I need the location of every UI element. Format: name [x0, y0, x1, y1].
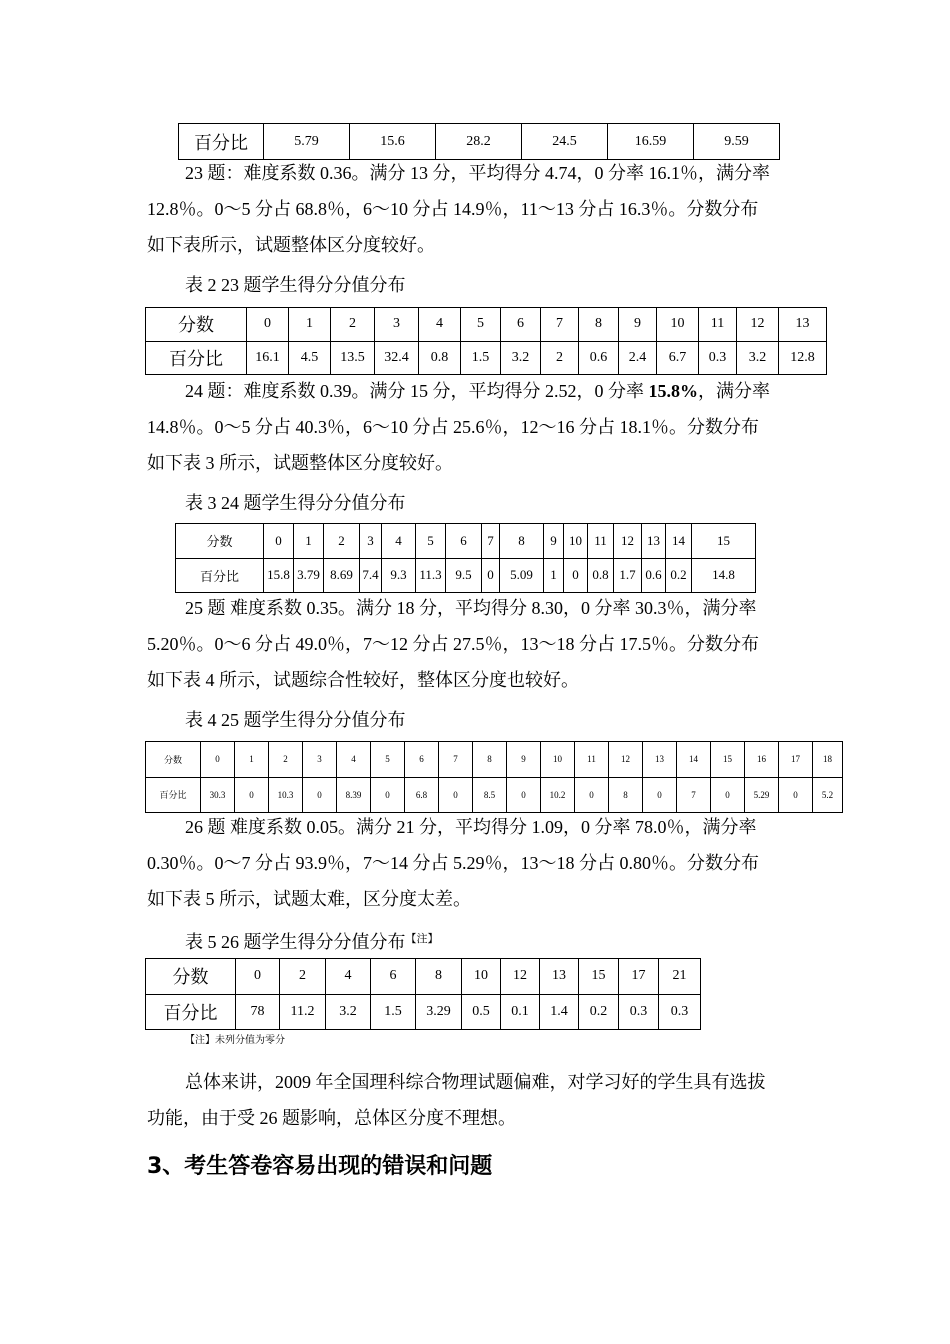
table-cell: 1: [294, 524, 324, 559]
table-cell: 1: [289, 308, 331, 342]
table-cell: 21: [659, 959, 701, 995]
table-cell: 0.1: [501, 994, 540, 1030]
row-header: 分数: [146, 959, 236, 995]
table-cell: 2: [269, 742, 303, 778]
table-cell: 10.3: [269, 777, 303, 813]
table-cell: 0: [575, 777, 609, 813]
table-cell: 13: [642, 524, 666, 559]
table-cell: 8: [609, 777, 643, 813]
table-cell: 5: [461, 308, 501, 342]
table-cell: 8: [579, 308, 619, 342]
table-5: [145, 958, 701, 1030]
table-cell: 3.2: [501, 341, 541, 375]
table-cell: 15: [692, 524, 756, 559]
table-cell: 9.5: [446, 558, 482, 593]
table-cell: 0.2: [666, 558, 692, 593]
table-cell: 6: [446, 524, 482, 559]
table-cell: 10: [564, 524, 588, 559]
table-4: [145, 741, 843, 813]
table-cell: 11: [575, 742, 609, 778]
table-cell: 0: [264, 524, 294, 559]
table-cell: 2: [324, 524, 360, 559]
text-line: 如下表 5 所示，试题太难，区分度太差。: [147, 889, 471, 909]
table-cell: 5.09: [500, 558, 544, 593]
table-cell: 13: [540, 959, 579, 995]
table-cell: 0: [439, 777, 473, 813]
table-cell: 8: [416, 959, 462, 995]
table-cell: 1: [544, 558, 564, 593]
caption-table-5: [185, 926, 439, 955]
table-cell: 1: [235, 742, 269, 778]
table-cell: 17: [779, 742, 813, 778]
table-cell: 0: [507, 777, 541, 813]
table-cell: 0.3: [699, 341, 737, 375]
table-cell: 0.3: [659, 994, 701, 1030]
table-cell: 9: [507, 742, 541, 778]
row-header: 分数: [146, 742, 201, 778]
table-cell: 4: [419, 308, 461, 342]
table-cell: 16: [745, 742, 779, 778]
table-cell: 9: [544, 524, 564, 559]
text-line: 如下表 3 所示，试题整体区分度较好。: [147, 453, 453, 473]
table-cell: 3: [303, 742, 337, 778]
table-cell: 0.2: [579, 994, 619, 1030]
table-cell: 6: [405, 742, 439, 778]
row-header: 分数: [176, 524, 264, 559]
table-cell: 5: [416, 524, 446, 559]
paragraph-q24: [147, 373, 807, 481]
table-cell: 6.8: [405, 777, 439, 813]
table-cell: 8.5: [473, 777, 507, 813]
table-cell: 11: [699, 308, 737, 342]
table-cell: 2.4: [619, 341, 657, 375]
text-segment: ，满分率: [698, 381, 770, 401]
table-cell: 6.7: [657, 341, 699, 375]
table-cell: 6: [371, 959, 416, 995]
caption-table-4: 表 4 25 题学生得分分值分布: [185, 710, 406, 730]
table-cell: 9.59: [694, 124, 780, 160]
row-header: 百分比: [176, 558, 264, 593]
table-cell: 13.5: [331, 341, 375, 375]
table-cell: 1.7: [614, 558, 642, 593]
row-header: 百分比: [146, 341, 247, 375]
table-cell: 32.4: [375, 341, 419, 375]
section-heading: 3、考生答卷容易出现的错误和问题: [147, 1154, 493, 1179]
table-cell: 3: [360, 524, 382, 559]
row-header: 百分比: [146, 994, 236, 1030]
table-cell: 2: [280, 959, 326, 995]
table-cell: 15.8: [264, 558, 294, 593]
table-cell: 0.8: [419, 341, 461, 375]
text-line: 5.20％。0～6 分占 49.0％，7～12 分占 27.5％，13～18 分占 17.5％。分数分布: [147, 634, 759, 654]
table-cell: 3.79: [294, 558, 324, 593]
table-cell: 5.2: [813, 777, 843, 813]
table-cell: 6: [501, 308, 541, 342]
table-cell: 4: [326, 959, 371, 995]
table-cell: 13: [779, 308, 827, 342]
text-line: 12.8％。0～5 分占 68.8％，6～10 分占 14.9％，11～13 分占 16.3％。分数分布: [147, 199, 759, 219]
caption-note-marker: 【注】: [405, 933, 439, 945]
table-cell: 7: [677, 777, 711, 813]
table-2: [145, 307, 827, 375]
table-cell: 30.3: [201, 777, 235, 813]
table-cell: 0: [643, 777, 677, 813]
table-cell: 7: [439, 742, 473, 778]
table-cell: 10.2: [541, 777, 575, 813]
row-header: 分数: [146, 308, 247, 342]
paragraph-q23: [147, 155, 807, 263]
text-line: 25 题 难度系数 0.35。满分 18 分，平均得分 8.30，0 分率 30.3％，满分率: [185, 598, 757, 618]
paragraph-q26: [147, 809, 807, 917]
table-cell: 15: [711, 742, 745, 778]
table-cell: 15.6: [350, 124, 436, 160]
table-cell: 5: [371, 742, 405, 778]
table-cell: 0.8: [588, 558, 614, 593]
table-cell: 12.8: [779, 341, 827, 375]
table-cell: 4.5: [289, 341, 331, 375]
table-cell: 28.2: [436, 124, 522, 160]
table-cell: 0: [564, 558, 588, 593]
table-cell: 10: [541, 742, 575, 778]
table-cell: 3: [375, 308, 419, 342]
text-line: [147, 373, 807, 409]
table-cell: 8: [500, 524, 544, 559]
table-cell: 16.59: [608, 124, 694, 160]
table-cell: 4: [337, 742, 371, 778]
table-cell: 0: [236, 959, 280, 995]
table-cell: 4: [382, 524, 416, 559]
table-cell: 78: [236, 994, 280, 1030]
table-cell: 3.2: [326, 994, 371, 1030]
table-cell: 0: [482, 558, 500, 593]
table-cell: 0: [247, 308, 289, 342]
table-cell: 12: [614, 524, 642, 559]
table-cell: 5.79: [264, 124, 350, 160]
table-cell: 12: [737, 308, 779, 342]
table-row: [176, 558, 756, 593]
table-cell: 0: [201, 742, 235, 778]
table-cell: 3.29: [416, 994, 462, 1030]
table-row: [146, 959, 701, 995]
table-cell: 9.3: [382, 558, 416, 593]
table-cell: 11.2: [280, 994, 326, 1030]
row-header: 百分比: [179, 124, 264, 160]
bold-value: 15.8%: [648, 381, 698, 401]
table-row: [146, 994, 701, 1030]
table-cell: 9: [619, 308, 657, 342]
row-header: 百分比: [146, 777, 201, 813]
text-line: 23 题：难度系数 0.36。满分 13 分，平均得分 4.74，0 分率 16.1％，满分率: [185, 163, 770, 183]
table-cell: 0: [235, 777, 269, 813]
table-cell: 0.6: [642, 558, 666, 593]
table-cell: 17: [619, 959, 659, 995]
table-row: [146, 308, 827, 342]
table-cell: 7: [541, 308, 579, 342]
table-cell: 12: [501, 959, 540, 995]
table-cell: 0: [303, 777, 337, 813]
text-line: 26 题 难度系数 0.05。满分 21 分，平均得分 1.09，0 分率 78.0％，满分率: [185, 817, 757, 837]
caption-table-2: 表 2 23 题学生得分分值分布: [185, 275, 406, 295]
table-cell: 11.3: [416, 558, 446, 593]
table-cell: 8.39: [337, 777, 371, 813]
table-cell: 0: [711, 777, 745, 813]
text-line: 功能，由于受 26 题影响，总体区分度不理想。: [147, 1108, 516, 1128]
table-cell: 13: [643, 742, 677, 778]
text-line: 14.8％。0～5 分占 40.3％，6～10 分占 25.6％，12～16 分占 18.1％。分数分布: [147, 417, 759, 437]
table-cell: 18: [813, 742, 843, 778]
text-line: 总体来讲，2009 年全国理科综合物理试题偏难，对学习好的学生具有选拔: [185, 1072, 766, 1092]
table-cell: 7: [482, 524, 500, 559]
table-cell: 0.3: [619, 994, 659, 1030]
table-cell: 15: [579, 959, 619, 995]
table-cell: 14.8: [692, 558, 756, 593]
table-cell: 24.5: [522, 124, 608, 160]
table-row: [146, 777, 843, 813]
table-cell: 14: [666, 524, 692, 559]
text-line: 如下表 4 所示，试题综合性较好，整体区分度也较好。: [147, 670, 579, 690]
table-row: [146, 341, 827, 375]
table-cell: 0.6: [579, 341, 619, 375]
table-3: [175, 523, 756, 593]
table-cell: 8.69: [324, 558, 360, 593]
table-cell: 8: [473, 742, 507, 778]
table-row: [146, 742, 843, 778]
caption-text: 表 5 26 题学生得分分值分布: [185, 932, 406, 952]
text-line: 0.30％。0～7 分占 93.9％，7～14 分占 5.29％，13～18 分占 0.80％。分数分布: [147, 853, 759, 873]
table-cell: 1.5: [371, 994, 416, 1030]
table-cell: 5.29: [745, 777, 779, 813]
table-cell: 12: [609, 742, 643, 778]
table-note: 【注】未列分值为零分: [185, 1035, 285, 1046]
table-cell: 2: [331, 308, 375, 342]
paragraph-summary: [147, 1064, 807, 1136]
table-cell: 14: [677, 742, 711, 778]
text-segment: 24 题：难度系数 0.39。满分 15 分，平均得分 2.52，0 分率: [185, 381, 649, 401]
table-cell: 1.5: [461, 341, 501, 375]
table-row: [176, 524, 756, 559]
table-cell: 7.4: [360, 558, 382, 593]
text-line: 如下表所示，试题整体区分度较好。: [147, 235, 435, 255]
paragraph-q25: [147, 590, 807, 698]
caption-table-3: 表 3 24 题学生得分分值分布: [185, 493, 406, 513]
table-cell: 16.1: [247, 341, 289, 375]
table-cell: 11: [588, 524, 614, 559]
table-cell: 10: [657, 308, 699, 342]
table-cell: 0: [779, 777, 813, 813]
table-cell: 1.4: [540, 994, 579, 1030]
table-cell: 10: [462, 959, 501, 995]
table-cell: 0: [371, 777, 405, 813]
table-cell: 3.2: [737, 341, 779, 375]
table-cell: 0.5: [462, 994, 501, 1030]
table-cell: 2: [541, 341, 579, 375]
